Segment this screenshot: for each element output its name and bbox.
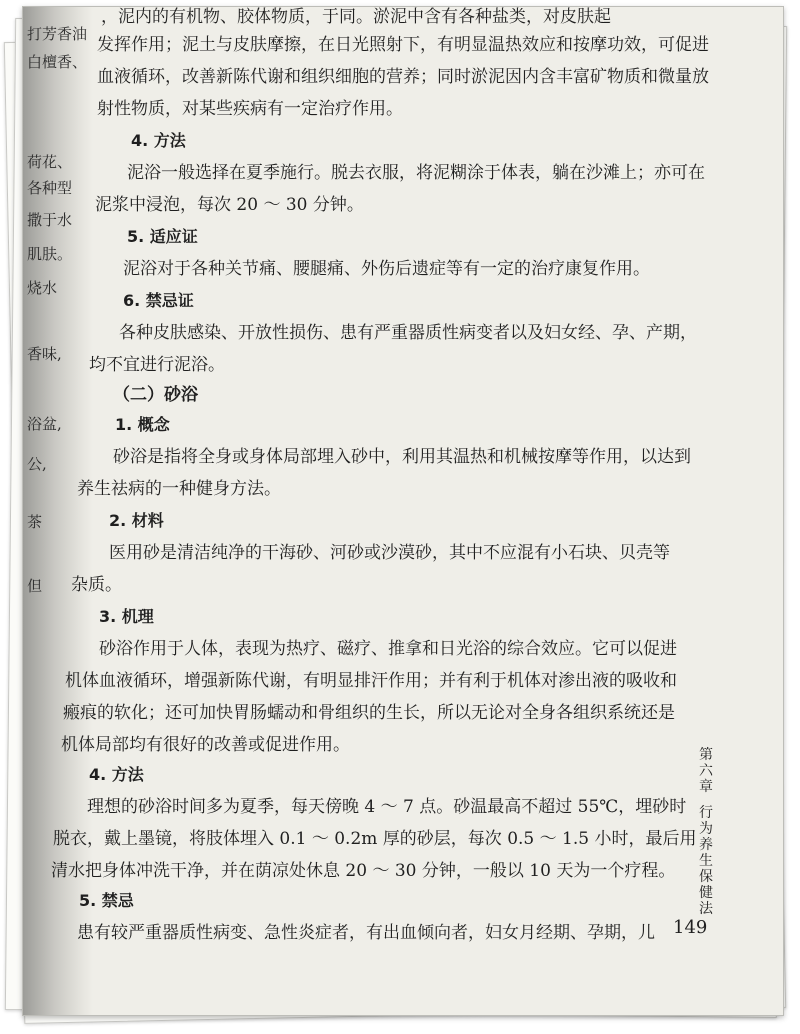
- text-line: 医用砂是清洁纯净的干海砂、河砂或沙漠砂，其中不应混有小石块、贝壳等: [109, 543, 670, 563]
- chapter-char: 章: [699, 779, 713, 795]
- chapter-title-char: 法: [699, 901, 713, 917]
- text-line: 泥浴一般选择在夏季施行。脱去衣服，将泥糊涂于体表，躺在沙滩上；亦可在: [127, 163, 705, 183]
- text-line: 血液循环，改善新陈代谢和组织细胞的营养；同时淤泥因内含丰富矿物质和微量放: [97, 67, 709, 87]
- text-line: 各种皮肤感染、开放性损伤、患有严重器质性病变者以及妇女经、孕、产期，: [119, 323, 697, 343]
- chapter-sidebar: [695, 747, 717, 917]
- text-line: 脱衣，戴上墨镜，将肢体埋入 0.1 ～ 0.2m 厚的砂层，每次 0.5 ～ 1.5 小时，最后用: [53, 829, 697, 849]
- text-line: 清水把身体冲洗干净，并在荫凉处休息 20 ～ 30 分钟，一般以 10 天为一个疗程。: [51, 861, 676, 881]
- text-line: 机体血液循环，增强新陈代谢，有明显排汗作用；并有利于机体对渗出液的吸收和: [65, 671, 677, 691]
- text-line: 杂质。: [71, 575, 122, 595]
- chapter-title-char: 保: [699, 869, 713, 885]
- text-line: 均不宜进行泥浴。: [89, 355, 225, 375]
- text-line: 泥浆中浸泡，每次 20 ～ 30 分钟。: [95, 195, 364, 215]
- section-heading: 4. 方法: [89, 765, 144, 784]
- text-line: 机体局部均有很好的改善或促进作用。: [61, 735, 350, 755]
- text-line: 泥浴对于各种关节痛、腰腿痛、外伤后遗症等有一定的治疗康复作用。: [123, 259, 650, 279]
- section-heading: 4. 方法: [131, 131, 186, 150]
- prev-fragment: 白檀香、: [27, 53, 88, 71]
- chapter-title-char: 养: [699, 837, 713, 853]
- page-content: [23, 7, 783, 1015]
- prev-fragment: 撒于水: [27, 211, 73, 229]
- text-line: ，泥内的有机物、胶体物质，于同。淤泥中含有各种盐类，对皮肤起: [101, 7, 611, 27]
- text-line: 发挥作用；泥土与皮肤摩擦，在日光照射下，有明显温热效应和按摩功效，可促进: [97, 35, 709, 55]
- prev-fragment: 香味,: [27, 345, 62, 363]
- prev-fragment: 茶: [27, 513, 43, 531]
- section-heading: 5. 禁忌: [79, 891, 134, 910]
- chapter-title-char: 行: [699, 805, 713, 821]
- prev-fragment: 烧水: [27, 279, 58, 297]
- text-line: 理想的砂浴时间多为夏季，每天傍晚 4 ～ 7 点。砂温最高不超过 55℃，埋砂时: [87, 797, 687, 817]
- text-line: 射性物质，对某些疾病有一定治疗作用。: [97, 99, 403, 119]
- section-heading: 2. 材料: [109, 511, 164, 530]
- prev-fragment: 荷花、: [27, 153, 73, 171]
- text-line: 瘢痕的软化；还可加快胃肠蠕动和骨组织的生长，所以无论对全身各组织系统还是: [63, 703, 675, 723]
- page-number: 149: [673, 917, 708, 938]
- chapter-title-char: 生: [699, 853, 713, 869]
- section-heading: 3. 机理: [99, 607, 154, 626]
- chapter-title-char: 健: [699, 885, 713, 901]
- prev-fragment: 公,: [27, 455, 47, 473]
- prev-fragment: 打芳香油: [27, 25, 88, 43]
- prev-fragment: 但: [27, 577, 43, 595]
- chapter-title-char: 为: [699, 821, 713, 837]
- section-heading: 6. 禁忌证: [123, 291, 194, 310]
- chapter-char: 六: [699, 763, 713, 779]
- text-line: 砂浴作用于人体，表现为热疗、磁疗、推拿和日光浴的综合效应。它可以促进: [99, 639, 677, 659]
- section-heading: 1. 概念: [115, 415, 170, 434]
- text-line: 养生祛病的一种健身方法。: [77, 479, 281, 499]
- section-heading: 5. 适应证: [127, 227, 198, 246]
- prev-fragment: 肌肤。: [27, 245, 73, 263]
- subsection-title: （二）砂浴: [113, 385, 198, 405]
- text-line: 砂浴是指将全身或身体局部埋入砂中，利用其温热和机械按摩等作用，以达到: [113, 447, 691, 467]
- book-page: [22, 6, 784, 1016]
- prev-fragment: 浴盆,: [27, 415, 62, 433]
- prev-fragment: 各种型: [27, 179, 73, 197]
- text-line: 患有较严重器质性病变、急性炎症者，有出血倾向者，妇女月经期、孕期，儿: [77, 923, 655, 943]
- chapter-char: 第: [699, 747, 713, 763]
